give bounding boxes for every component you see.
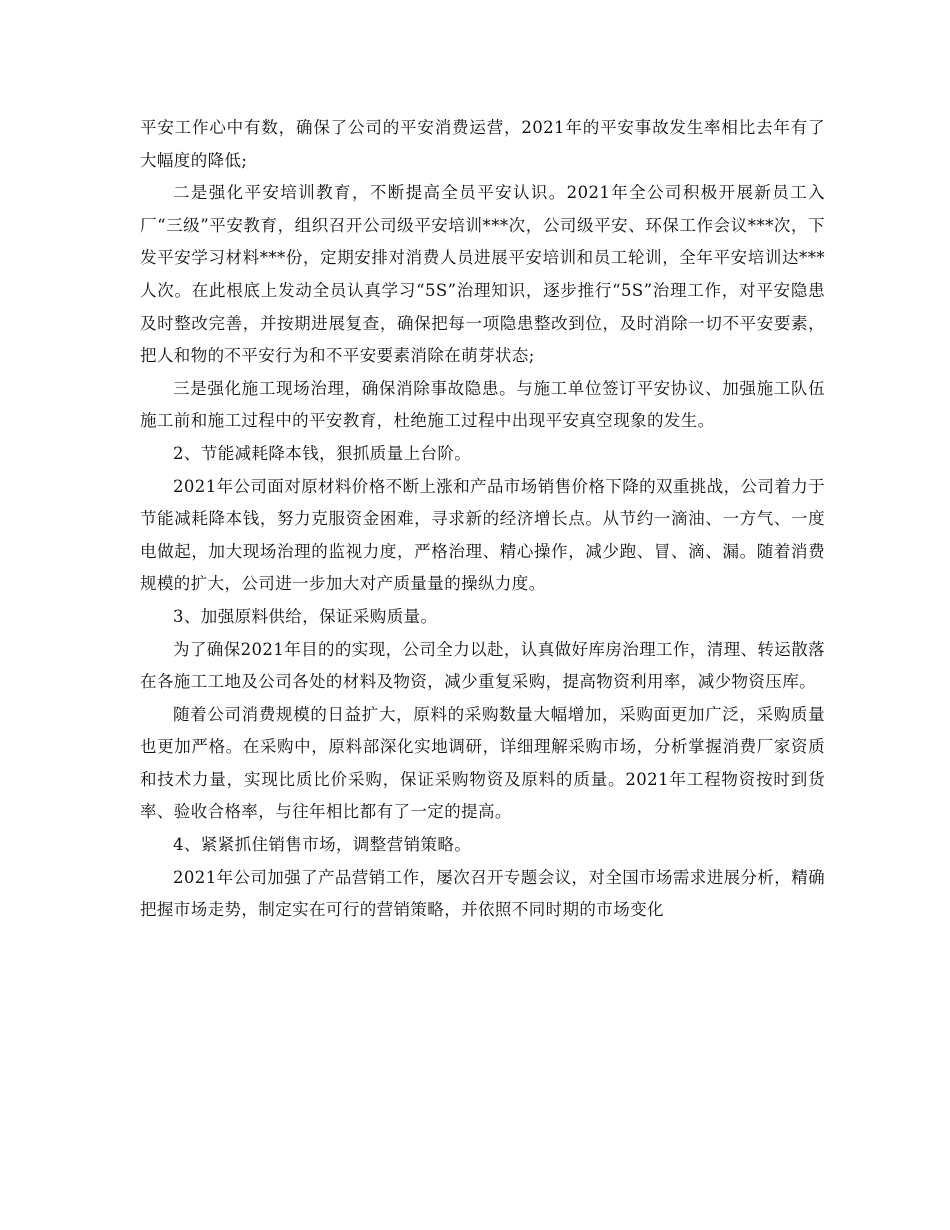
paragraph-5: 2021年公司面对原材料价格不断上涨和产品市场销售价格下降的双重挑战，公司着力于节能减耗降本钱，努力克服资金困难，寻求新的经济增长点。从节约一滴油、一方气、一度电做起，加大现场治理的监视力度，严格治理、精心操作，减少跑、冒、滴、漏。随着消费规模的扩大，公司进一步加大对产质量量的操纵力度。 xyxy=(140,476,825,594)
paragraph-2: 二是强化平安培训教育，不断提高全员平安认识。2021年全公司积极开展新员工入厂“三级”平安教育，组织召开公司级平安培训***次，公司级平安、环保工作会议***次，下发平安学习材料***份，定期安排对消费人员进展平安培训和员工轮训，全年平安培训达***人次。在此根底上发动全员认真学习“5S”治理知识，逐步推行“5S”治理工作，对平安隐患及时整改完善，并按期进展复查，确保把每一项隐患整改到位，及时消除一切不平安要素，把人和物的不平安行为和不平安要素消除在萌芽状态; xyxy=(140,183,825,366)
paragraph-1: 平安工作心中有数，确保了公司的平安消费运营，2021年的平安事故发生率相比去年有了大幅度的降低; xyxy=(140,118,825,170)
document-page xyxy=(140,112,825,927)
paragraph-7: 为了确保2021年目的的实现，公司全力以赴，认真做好库房治理工作，清理、转运散落在各施工工地及公司各处的材料及物资，减少重复采购，提高物资利用率，减少物资压库。 xyxy=(140,639,825,692)
section-heading-4: 4、紧紧抓住销售市场，调整营销策略。 xyxy=(173,835,472,855)
paragraph-3: 三是强化施工现场治理，确保消除事故隐患。与施工单位签订平安协议、加强施工队伍施工前和施工过程中的平安教育，杜绝施工过程中出现平安真空现象的发生。 xyxy=(140,378,825,431)
paragraph-10: 2021年公司加强了产品营销工作，屡次召开专题会议，对全国市场需求进展分析，精确把握市场走势，制定实在可行的营销策略，并依照不同时期的市场变化 xyxy=(140,867,825,920)
section-heading-3: 3、加强原料供给，保证采购质量。 xyxy=(173,606,438,626)
section-heading-2: 2、节能减耗降本钱，狠抓质量上台阶。 xyxy=(173,443,472,463)
paragraph-8: 随着公司消费规模的日益扩大，原料的采购数量大幅增加，采购面更加广泛，采购质量也更加严格。在采购中，原料部深化实地调研，详细理解采购市场，分析掌握消费厂家资质和技术力量，实现比质比价采购，保证采购物资及原料的质量。2021年工程物资按时到货率、验收合格率，与往年相比都有了一定的提高。 xyxy=(140,704,825,822)
